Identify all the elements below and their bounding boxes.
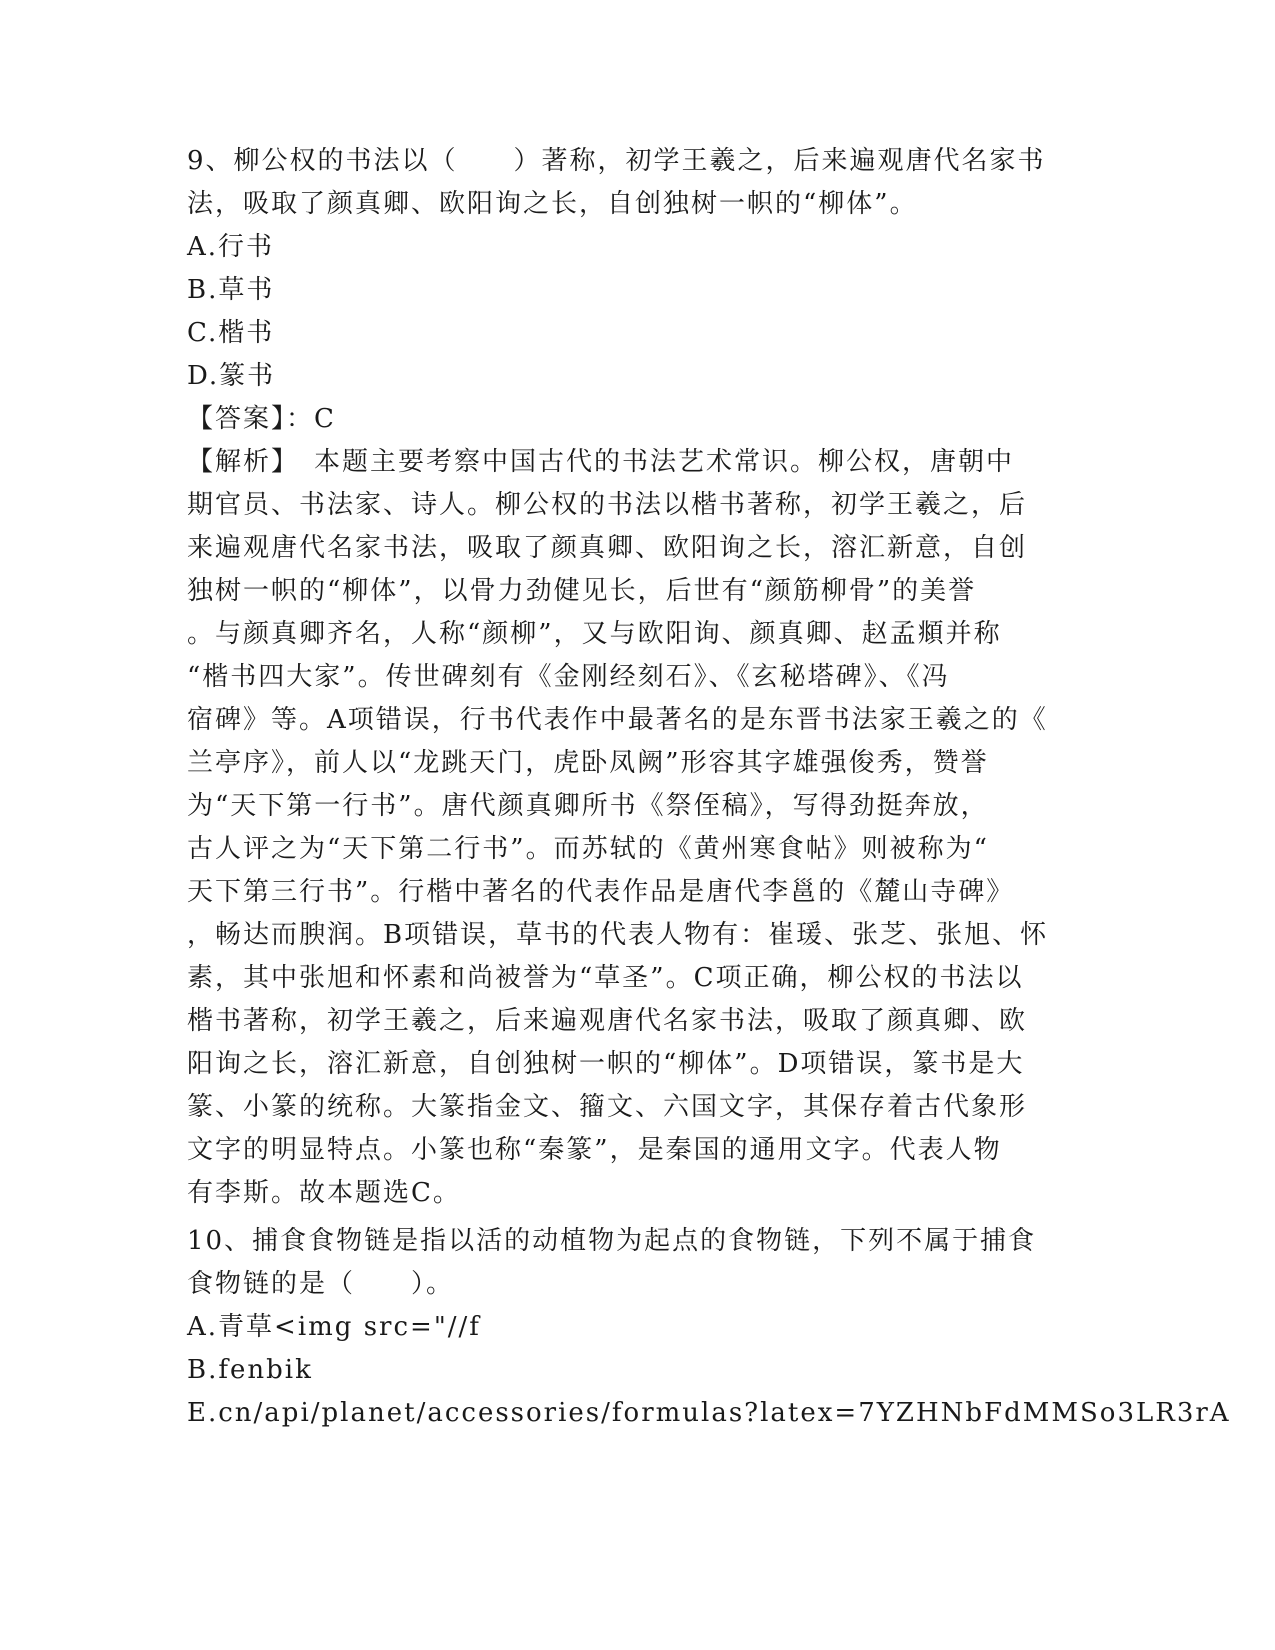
q9-analysis-line: 楷书著称，初学王羲之，后来遍观唐代名家书法，吸取了颜真卿、欧 [187,1006,1028,1036]
q10-stem-line-2: 食物链的是（ ）。 [187,1269,455,1299]
q9-analysis-line: 期官员、书法家、诗人。柳公权的书法以楷书著称，初学王羲之，后 [187,490,1028,520]
q9-analysis-line: “楷书四大家”。传世碑刻有《金刚经刻石》、《玄秘塔碑》、《冯 [187,662,950,692]
q10-option-a: A.青草<img src="//f [187,1312,481,1342]
q9-analysis-line: 【解析】 本题主要考察中国古代的书法艺术常识。柳公权，唐朝中 [187,447,1015,477]
q9-analysis-line: 独树一帜的“柳体”，以骨力劲健见长，后世有“颜筋柳骨”的美誉 [187,576,977,606]
q10-stem-line-1: 10、捕食食物链是指以活的动植物为起点的食物链，下列不属于捕食 [187,1226,1037,1256]
q9-option-a: A.行书 [187,232,275,262]
q9-option-d: D.篆书 [187,361,276,391]
q9-option-b: B.草书 [187,275,275,305]
q9-answer: 【答案】：C [187,404,336,434]
q9-analysis-line: ，畅达而腴润。B项错误，草书的代表人物有：崔瑗、张芝、张旭、怀 [187,920,1049,950]
q9-stem-line-1: 9、柳公权的书法以（ ）著称，初学王羲之，后来遍观唐代名家书 [187,146,1046,176]
q9-analysis-line: 有李斯。故本题选C。 [187,1178,461,1208]
q9-analysis-line: 古人评之为“天下第二行书”。而苏轼的《黄州寒食帖》则被称为“ [187,834,989,864]
q9-analysis-line: 阳询之长，溶汇新意，自创独树一帜的“柳体”。D项错误，篆书是大 [187,1049,1025,1079]
question-9 [187,140,1087,1215]
q9-analysis-line: 素，其中张旭和怀素和尚被誉为“草圣”。C项正确，柳公权的书法以 [187,963,1024,993]
q9-analysis-line: 宿碑》等。A项错误，行书代表作中最著名的是东晋书法家王羲之的《 [187,705,1048,735]
q9-analysis-line: 来遍观唐代名家书法，吸取了颜真卿、欧阳询之长，溶汇新意，自创 [187,533,1028,563]
q10-option-b: B.fenbik [187,1355,313,1385]
question-10 [187,1220,1231,1435]
q9-analysis-line: 。与颜真卿齐名，人称“颜柳”，又与欧阳询、颜真卿、赵孟頫并称 [187,619,1002,649]
q9-analysis-line: 篆、小篆的统称。大篆指金文、籀文、六国文字，其保存着古代象形 [187,1092,1028,1122]
q9-analysis-line: 文字的明显特点。小篆也称“秦篆”，是秦国的通用文字。代表人物 [187,1135,1002,1165]
q9-analysis-line: 为“天下第一行书”。唐代颜真卿所书《祭侄稿》，写得劲挺奔放， [187,791,989,821]
q9-analysis-line: 兰亭序》，前人以“龙跳天门，虎卧凤阙”形容其字雄强俊秀，赞誉 [187,748,989,778]
q10-option-e: E.cn/api/planet/accessories/formulas?latex=7YZHNbFdMMSo3LR3rA [187,1398,1231,1428]
q9-analysis-line: 天下第三行书”。行楷中著名的代表作品是唐代李邕的《麓山寺碑》 [187,877,1015,907]
q9-stem-line-2: 法，吸取了颜真卿、欧阳询之长，自创独树一帜的“柳体”。 [187,189,918,219]
q9-option-c: C.楷书 [187,318,275,348]
